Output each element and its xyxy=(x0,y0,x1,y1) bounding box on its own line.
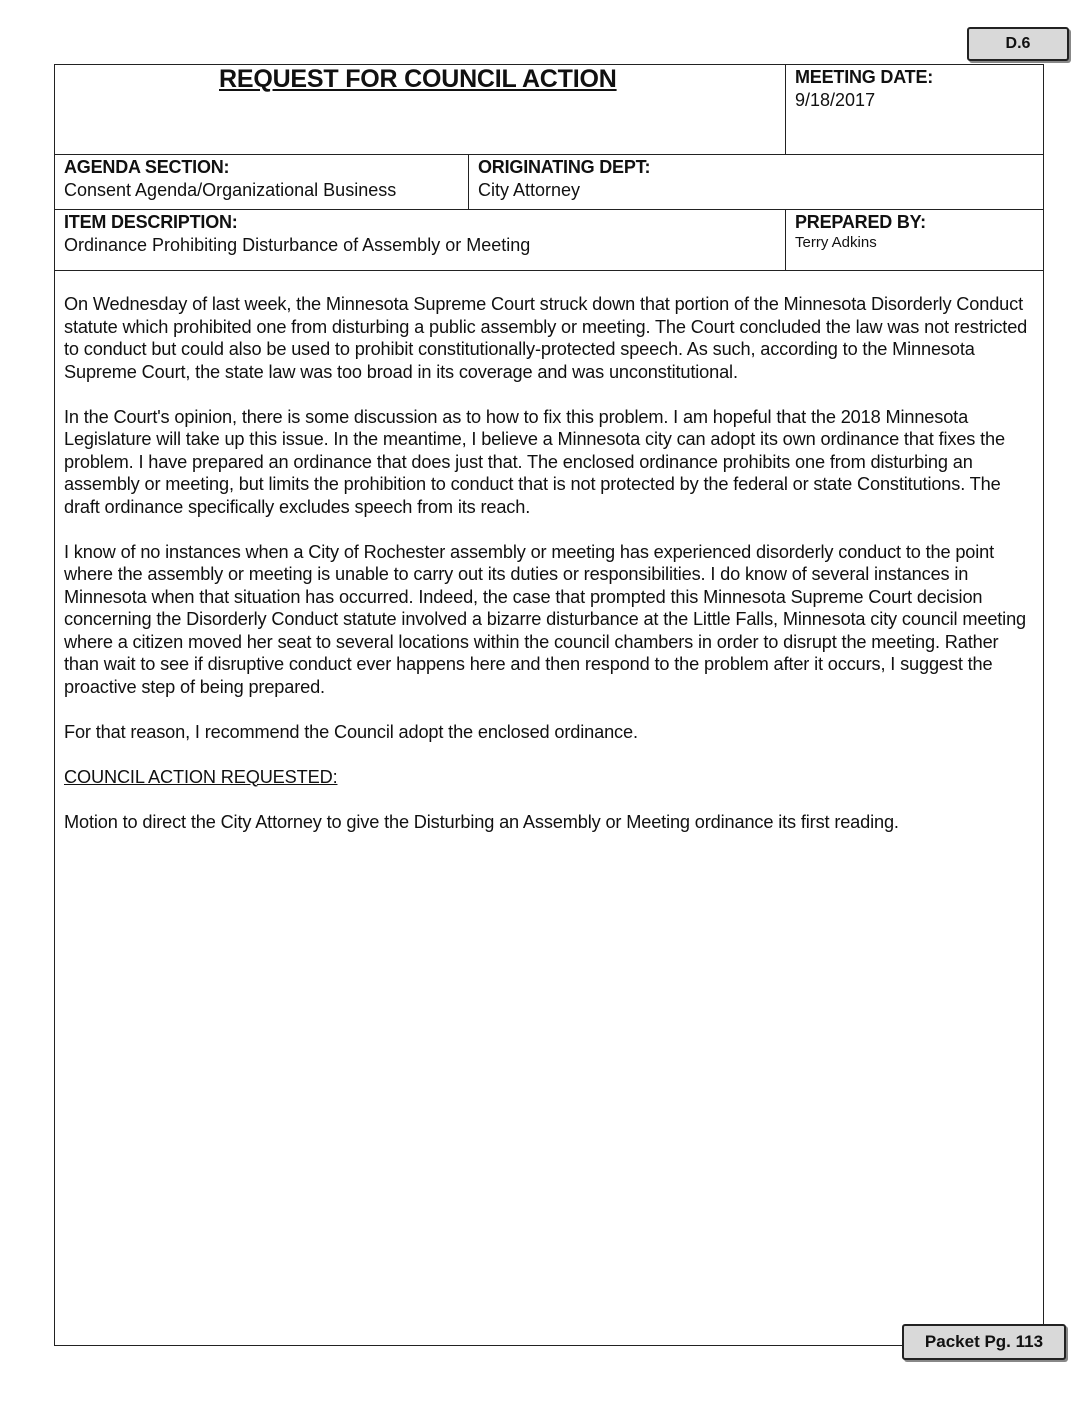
agenda-section-value: Consent Agenda/Organizational Business xyxy=(64,180,397,200)
council-action-form xyxy=(54,64,1044,1346)
meeting-date-value: 9/18/2017 xyxy=(795,90,876,110)
prepared-by-label: PREPARED BY: xyxy=(795,212,926,232)
item-row xyxy=(55,210,1043,271)
prepared-by-value: Terry Adkins xyxy=(795,234,877,251)
page-tag: D.6 xyxy=(967,27,1069,61)
page-title: REQUEST FOR COUNCIL ACTION xyxy=(219,65,617,93)
action-heading: COUNCIL ACTION REQUESTED: xyxy=(64,766,338,787)
originating-dept-label: ORIGINATING DEPT: xyxy=(478,157,651,177)
action-text: Motion to direct the City Attorney to give the Disturbing an Assembly or Meeting ordinance its first reading. xyxy=(64,811,899,832)
originating-dept-value: City Attorney xyxy=(478,180,581,200)
meeting-date-cell xyxy=(785,65,1043,154)
header-row xyxy=(55,65,1043,155)
item-description-cell xyxy=(55,210,785,270)
originating-dept-cell xyxy=(468,155,1043,209)
section-row xyxy=(55,155,1043,210)
body-paragraph: I know of no instances when a City of Rochester assembly or meeting has experienced disorderly conduct to the point where the assembly or meeting is unable to carry out its duties or responsibilities. I do know of several instances in Minnesota when that situation has occurred. Indeed, the case that prompted this Minnesota Supreme Court decision concerning the Disorderly Conduct statute involved a bizarre disturbance at the Little Falls, Minnesota city council meeting where a citizen moved her seat to several locations within the council chambers in order to disrupt the meeting. Rather than wait to see if disruptive conduct ever happens here and then respond to the problem after it occurs, I suggest the proactive step of being prepared. xyxy=(64,541,1027,697)
meeting-date-label: MEETING DATE: xyxy=(795,67,934,87)
memo-body xyxy=(64,293,1029,856)
title-cell xyxy=(55,65,785,154)
body-paragraph: In the Court's opinion, there is some discussion as to how to fix this problem. I am hopeful that the 2018 Minnesota Legislature will take up this issue. In the meantime, I believe a Minnesota city can adopt its own ordinance that fixes the problem. I have prepared an ordinance that does just that. The enclosed ordinance prohibits one from disturbing an assembly or meeting, but limits the prohibition to conduct that is not protected by the federal or state Constitutions. The draft ordinance specifically excludes speech from its reach. xyxy=(64,406,1005,517)
item-description-label: ITEM DESCRIPTION: xyxy=(64,212,238,232)
prepared-by-cell xyxy=(785,210,1043,270)
agenda-section-cell xyxy=(55,155,468,209)
agenda-section-label: AGENDA SECTION: xyxy=(64,157,230,177)
body-paragraph: For that reason, I recommend the Council adopt the enclosed ordinance. xyxy=(64,721,638,742)
item-description-value: Ordinance Prohibiting Disturbance of Assembly or Meeting xyxy=(64,235,531,255)
body-paragraph: On Wednesday of last week, the Minnesota Supreme Court struck down that portion of the Minnesota Disorderly Conduct statute which prohibited one from disturbing a public assembly or meeting. The Court concluded the law was not restricted to conduct but could also be used to prohibit constitutionally-protected speech. As such, according to the Minnesota Supreme Court, the state law was too broad in its coverage and was unconstitutional. xyxy=(64,294,1028,382)
packet-page-footer: Packet Pg. 113 xyxy=(902,1324,1066,1360)
